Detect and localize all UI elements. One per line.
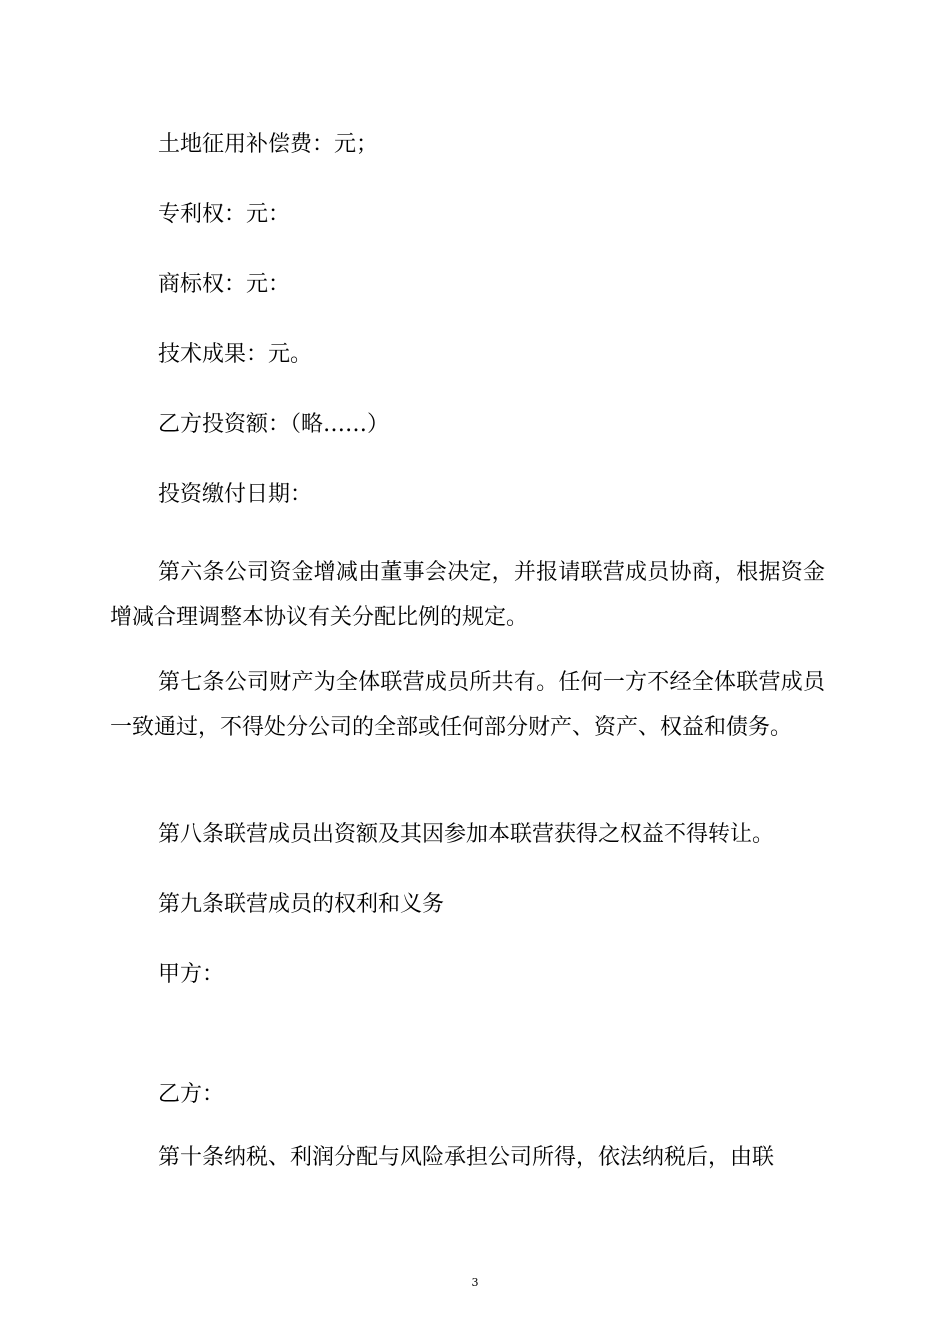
article-6-paragraph: 第六条公司资金增减由董事会决定，并报请联营成员协商，根据资金增减合理调整本协议有关分配比例的规定。 <box>110 560 825 630</box>
trademark-line: 商标权：元： <box>158 272 291 297</box>
article-9-line: 第九条联营成员的权利和义务 <box>158 892 445 917</box>
party-b-investment-line: 乙方投资额：（略……） <box>158 412 390 437</box>
payment-date-line: 投资缴付日期： <box>158 482 313 507</box>
tech-result-line: 技术成果：元。 <box>158 342 313 367</box>
land-compensation-line: 土地征用补偿费：元； <box>158 132 379 157</box>
article-7-paragraph: 第七条公司财产为全体联营成员所共有。任何一方不经全体联营成员一致通过，不得处分公司的全部或任何部分财产、资产、权益和债务。 <box>110 670 825 740</box>
patent-line: 专利权：元： <box>158 202 291 227</box>
party-a-line: 甲方： <box>158 962 225 987</box>
article-8-line: 第八条联营成员出资额及其因参加本联营获得之权益不得转让。 <box>158 822 775 847</box>
article-10-line: 第十条纳税、利润分配与风险承担公司所得，依法纳税后，由联 <box>158 1145 775 1170</box>
party-b-line: 乙方： <box>158 1082 225 1107</box>
page-number: 3 <box>471 1276 479 1289</box>
